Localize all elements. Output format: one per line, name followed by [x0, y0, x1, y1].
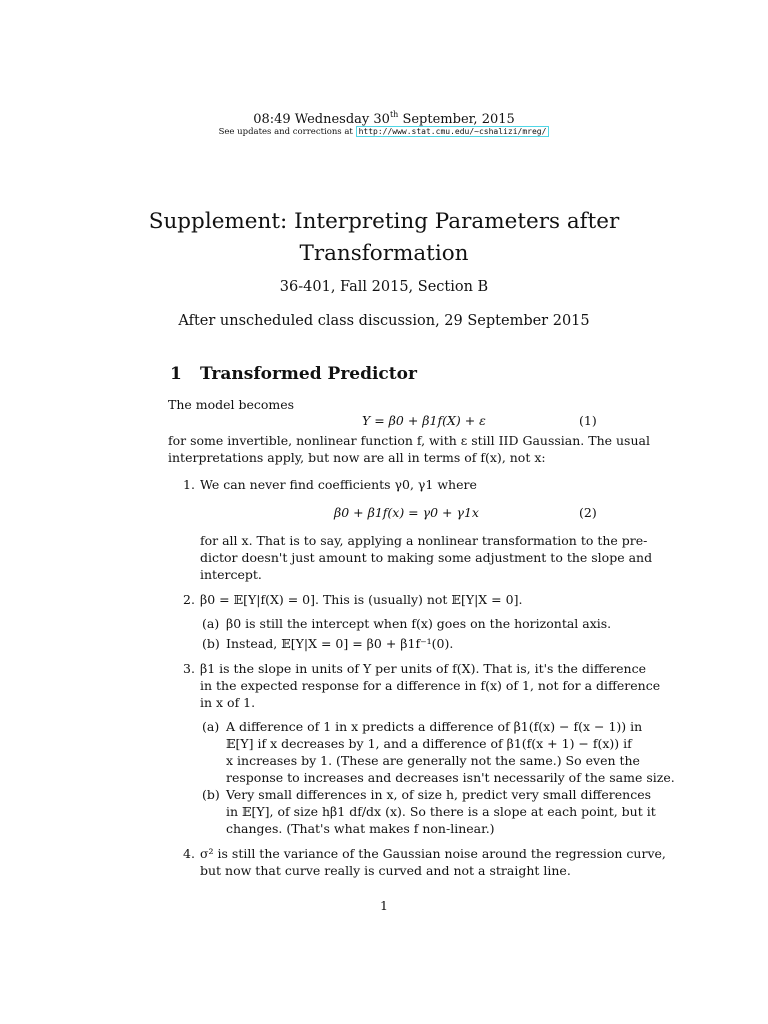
title-line-1: Supplement: Interpreting Parameters after: [148, 209, 620, 234]
list-item-2-text: β0 = 𝔼[Y|f(X) = 0]. This is (usually) not 𝔼[Y|X = 0].: [200, 592, 523, 607]
list-item-4-text: σ² is still the variance of the Gaussian noise around the regression curve,: [200, 846, 666, 861]
updates-prefix: See updates and corrections at: [218, 127, 356, 137]
title-line-2: Transformation: [299, 241, 469, 266]
timestamp-date: September, 2015: [398, 112, 515, 127]
list-item-4-text: but now that curve really is curved and not a straight line.: [200, 863, 571, 878]
paragraph-line: for some invertible, nonlinear function f, with ε still IID Gaussian. The usual: [168, 433, 650, 448]
sublist-marker: (b): [202, 787, 220, 802]
sublist-item-text: x increases by 1. (These are generally not the same.) So even the: [226, 753, 640, 768]
intro-text: The model becomes: [168, 397, 295, 412]
list-marker-2: 2.: [183, 592, 195, 607]
sublist-item-text: Very small differences in x, of size h, predict very small differences: [226, 787, 652, 802]
section-number: 1: [170, 364, 182, 384]
list-item-1-text: dictor doesn't just amount to making some adjustment to the slope and: [200, 550, 653, 565]
list-item-1-text: for all x. That is to say, applying a nonlinear transformation to the pre-: [200, 533, 648, 548]
equation-1-number: (1): [579, 413, 597, 428]
course-line: 36-401, Fall 2015, Section B: [279, 279, 489, 295]
page-number: 1: [380, 898, 388, 913]
sublist-item-text: Instead, 𝔼[Y|X = 0] = β0 + β1f⁻¹(0).: [226, 636, 454, 651]
equation-1: Y = β0 + β1f(X) + ε: [362, 413, 486, 428]
equation-2: β0 + β1f(x) = γ0 + γ1x: [334, 505, 479, 520]
sublist-marker: (a): [202, 616, 220, 631]
list-item-3-text: β1 is the slope in units of Y per units of f(X). That is, it's the difference: [200, 661, 646, 676]
section-title: Transformed Predictor: [200, 364, 417, 384]
discussion-date-line: After unscheduled class discussion, 29 September 2015: [178, 313, 590, 329]
list-marker-3: 3.: [183, 661, 195, 676]
sublist-item-text: β0 is still the intercept when f(x) goes on the horizontal axis.: [226, 616, 612, 631]
equation-2-number: (2): [579, 505, 597, 520]
timestamp-text: 08:49 Wednesday 30: [253, 112, 390, 127]
list-item-1-text: intercept.: [200, 567, 262, 582]
list-marker-1: 1.: [183, 477, 195, 492]
timestamp-line: [0, 112, 768, 127]
updates-url-link[interactable]: http://www.stat.cmu.edu/~cshalizi/mreg/: [356, 126, 550, 137]
sublist-marker: (a): [202, 719, 220, 734]
sublist-item-text: in 𝔼[Y], of size hβ1 df/dx (x). So there is a slope at each point, but it: [226, 804, 656, 819]
updates-line: [0, 127, 768, 137]
list-marker-4: 4.: [183, 846, 195, 861]
sublist-item-text: response to increases and decreases isn't necessarily of the same size.: [226, 770, 675, 785]
sublist-marker: (b): [202, 636, 220, 651]
ordinal-suffix: th: [389, 110, 399, 119]
document-title: [0, 206, 768, 270]
sublist-item-text: 𝔼[Y] if x decreases by 1, and a difference of β1(f(x + 1) − f(x)) if: [226, 736, 632, 751]
list-item-3-text: in the expected response for a difference in f(x) of 1, not for a difference: [200, 678, 661, 693]
list-item-1-text: We can never find coefficients γ0, γ1 where: [200, 477, 477, 492]
sublist-item-text: changes. (That's what makes f non-linear.): [226, 821, 495, 836]
list-item-3-text: in x of 1.: [200, 695, 256, 710]
sublist-item-text: A difference of 1 in x predicts a difference of β1(f(x) − f(x − 1)) in: [226, 719, 643, 734]
paragraph-line: interpretations apply, but now are all in terms of f(x), not x:: [168, 450, 546, 465]
